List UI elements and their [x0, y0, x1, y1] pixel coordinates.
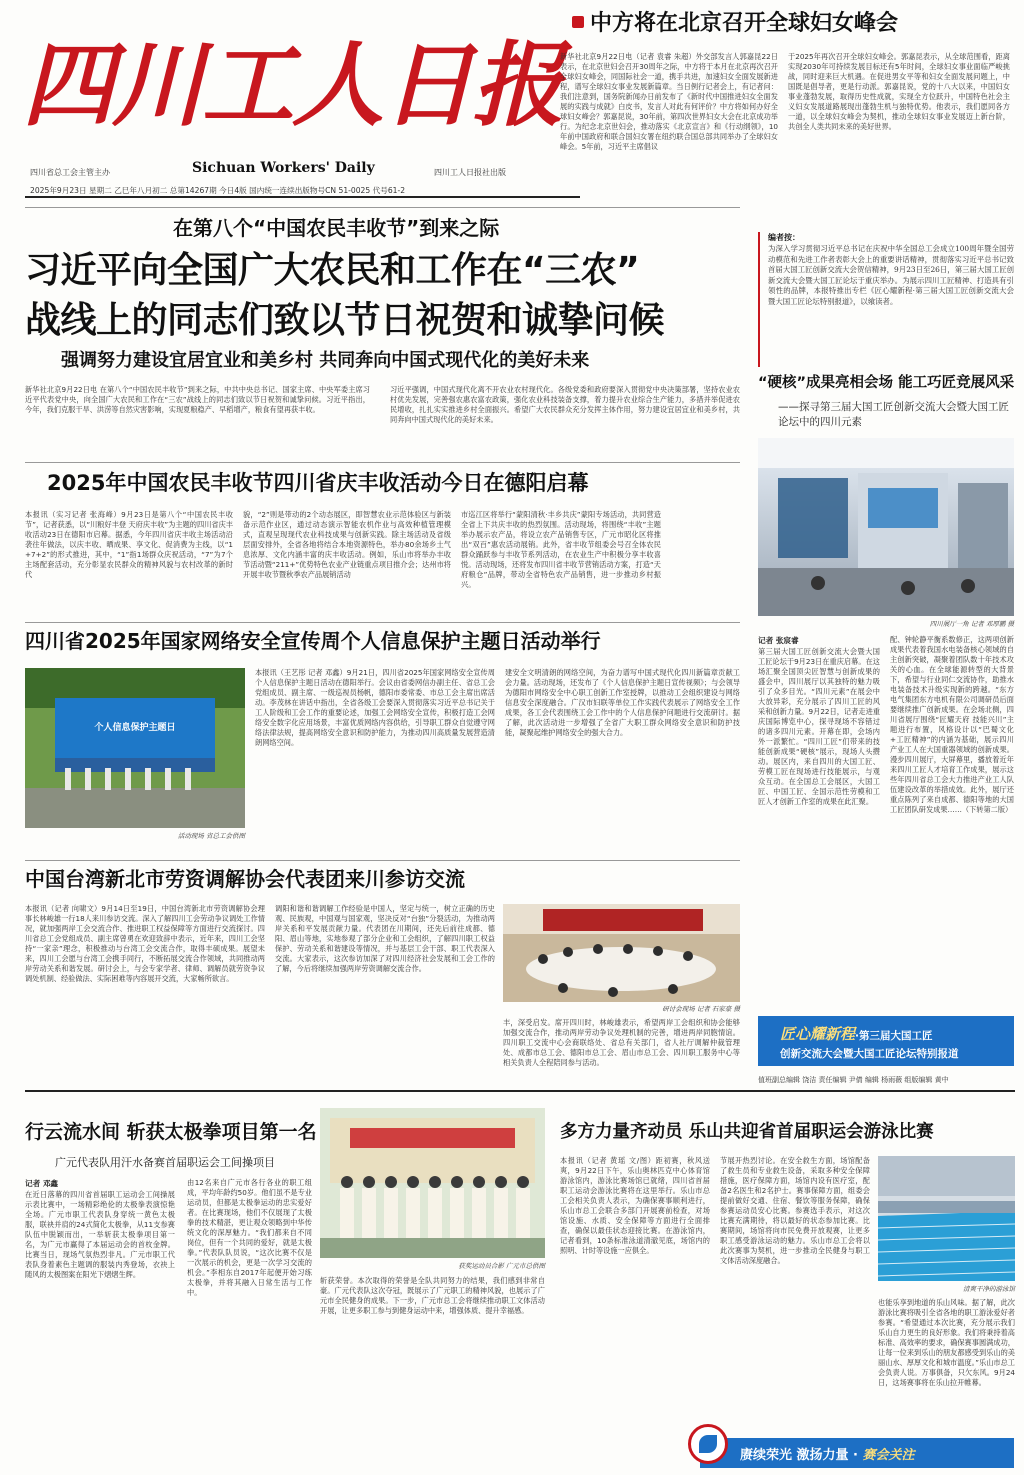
- editor-note-text: 为深入学习贯彻习近平总书记在庆祝中华全国总工会成立100周年暨全国劳动模范和先进工作者表彰大会上的重要讲话精神，贯彻落实习近平总书记致首届大国工匠创新交流大会贺信精神，9月23日至26日，第三届大国工匠创新交流大会暨大国工匠论坛于重庆举办。为展示四川工匠精神、打造具有引领性的品牌，本报特推出专栏《匠心耀新程·第三届大国工匠创新交流大会暨大国工匠论坛特别报道》，以飨读者。: [768, 244, 1014, 306]
- taiwan-divider: [25, 860, 740, 861]
- taiwan-col3: 丰，深受启发。席开四川时，林峻雄表示，希望两岸工会组织和协会能够加强交流合作，推动两岸劳动争议处理机制的完善，增进两岸同胞情谊。四川职工交流中心会商联络处、省总有关部门，省人社厅调解仲裁管理处、成都市总工会、德阳市总工会、眉山市总工会、四川职工服务中心等相关负责人全程陪同参与活动。: [503, 1018, 740, 1067]
- cyber-divider: [25, 622, 740, 623]
- top-story-col1: 新华社北京9月22日电（记者 袁睿 朱超）外交部发言人郭嘉昆22日表示，在北京世妇会召开30周年之际，中方将于本月在北京再次召开全球妇女峰会，同国际社会一道，携手共进，加速妇女全面发展新进程，谱写全球妇女事业发展新篇章。当日例行记者会上，有记者问：我们注意到，国务院新闻办日前发布了《新时代中国推进妇女全面发展的实践与成就》白皮书，发言人对此有何评价？中方将如何办好全球妇女峰会？郭嘉昆说，30年前，第四次世界妇女大会在北京成功举行。为纪念北京世妇会，推动落实《北京宣言》和《行动纲领》，10年前中国政府和联合国妇女署在纽约联合国总部共同举办了全球妇女峰会。5年前，习近平主席倡议: [560, 52, 778, 151]
- bottom-banner: [700, 1438, 1014, 1468]
- harvest-divider: [25, 462, 740, 463]
- editors-line: 值班副总编辑 饶洁 责任编辑 尹倩 编辑 杨雨薇 组版编辑 黄中: [758, 1076, 949, 1084]
- logo-swoosh-shape: [699, 1435, 717, 1453]
- masthead-divider: [25, 196, 580, 198]
- bottom-banner-text: [740, 1444, 915, 1463]
- craftsman-byline: 记者 张宸睿: [758, 636, 799, 645]
- taichi-headline: 行云流水间 斩获太极拳项目第一名: [25, 1121, 317, 1143]
- harvest-col1: 本报讯（实习记者 张海峰）9月23日是第八个“中国农民丰收节”，记者获悉，以“川粮好丰登 天府庆丰收”为主题的四川省庆丰收活动23日在德阳市启幕。据悉，今年四川省庆丰收主场活动沿袭往年做法，以庆丰收、晒成果、享文化、促消费为主线，以“1+7+2”的形式推进，其中，“1”指1场群众庆祝活动，“7”为7个主场配套活动，充分彰显农民群众的精神风貌与农村改革的新时代: [25, 510, 233, 579]
- top-story: [560, 10, 1010, 200]
- cyber-col2: 建安全文明清朗的网络空间，为奋力谱写中国式现代化四川新篇章贡献工会力量。活动现场，还发布了《个人信息保护主题日宣传视频》；与会领导为德阳市网络安全中心职工创新工作室授牌，以推动工会组织建设与网络信息安全深度融合。广汉市妇联等单位工作实践代表展示了网络安全工作成果，各工会代表围绕工会工作中的个人信息保护问题进行交流研讨。据了解，此次活动进一步增强了全省广大职工群众网络安全意识和防护技能，凝聚起维护网络安全的强大合力。: [505, 668, 740, 737]
- masthead-dateline: 2025年9月23日 星期二 乙巳年八月初二 总第14267期 今日4版 国内统一连续出版物号CN 51-0025 代号61-2: [30, 186, 406, 195]
- award-group-photo: [320, 1108, 545, 1258]
- swim-story: [560, 1098, 1015, 1438]
- exhibition-hall-image: [758, 438, 1014, 616]
- craftsman-col1: 第三届大国工匠创新交流大会暨大国工匠论坛于9月23日在重庆启幕。在这场汇聚全国顶尖匠智慧与创新成果的盛会中，四川展厅以其独特的魅力吸引了众多目光。“四川元素”在展会中大放异彩，充分展示了四川工匠的风采和创新力量。9月22日，记者走进重庆国际博览中心，探寻现场不容错过的诸多四川元素。开幕在即，会场内外一派繁忙。“四川工匠”们带来的技能创新成果“硬核”展示，现场人头攒动。展区内，来自四川的大国工匠、劳模工匠在现场进行技能展示，与观众互动。在全国总工会展区，大国工匠、中国工匠、全国示范性劳模和工匠人才创新工作室的成果在此汇聚。: [758, 647, 880, 806]
- top-story-col2: 于2025年再次召开全球妇女峰会。郭嘉昆表示，从全球范围看，距离实现2030年可持续发展目标还有5年时间，全球妇女事业面临严峻挑战，同时迎来巨大机遇。在促进男女平等和妇女全面发展问题上，中国既是倡导者，更是行动派。郭嘉昆说，党的十八大以来，中国妇女事业蓬勃发展，取得历史性成就，实现全方位跃升，中国特色社会主义妇女发展道路展现出蓬勃生机与独特优势。他表示，我们愿同各方一道，以全球妇女峰会为契机，推动全球妇女事业发展迈上新台阶，共创全人类共同未来的美好世界。: [788, 52, 1010, 131]
- banner-line2: 创新交流大会暨大国工匠论坛特别报道: [780, 1048, 959, 1060]
- taichi-story: [25, 1098, 545, 1468]
- bottom-banner-highlight: 赛会关注: [862, 1448, 915, 1463]
- editor-note-label: 编者按：: [768, 233, 800, 242]
- harvest-col3: 市巡江区将举行“蒙阳清秋·丰乡共庆”蒙阳专场活动，共同营造全省上下共庆丰收的热烈氛围。活动现场，将围绕“丰收”主题举办展示农产品，将设立农产品销售专区，广元市昭化区将推出“双百”惠农活动展销。此外，省丰收节组委会号召全体农民群众踊跃参与丰收节系列活动，在农业生产中积极分享丰收喜悦。活动现场，还将发布四川省丰收节营销活动方案，打造“天府粮仓”品牌，带动全省特色农产品销售，进一步推动乡村振兴。: [461, 510, 661, 589]
- cyber-headline: 四川省2025年国家网络安全宣传周个人信息保护主题日活动举行: [25, 629, 601, 653]
- harvest-headline: 2025年中国农民丰收节四川省庆丰收活动今日在德阳启幕: [47, 471, 589, 495]
- top-story-dot: [572, 16, 584, 28]
- cyber-photo-caption: 活动现场 省总工会供图: [177, 832, 245, 840]
- harvest-story: [25, 468, 745, 618]
- craftsman-headline: “硬核”成果亮相会场 能工巧匠竞展风采: [758, 375, 1015, 391]
- event-stage-image: [25, 668, 245, 828]
- cyber-story: [25, 626, 745, 856]
- craftsman-photo-caption: 四川展厅一角 记者 邓厚鹏 摄: [929, 620, 1014, 628]
- taichi-col3: 斩获荣誉。本次取得的荣誉是全队共同努力的结果，我们感到非常自豪。广元代表队这次夺冠，既展示了广元职工的精神风貌，也展示了广元市全民健身的成果。下一步，广元市总工会将继续推动职工文体活动开展，让更多职工参与到健身运动中来，增强体质、提升幸福感。: [320, 1276, 545, 1315]
- editor-note: [758, 232, 1014, 367]
- taichi-photo-caption: 获奖运动员合影 广元市总供图: [458, 1262, 545, 1270]
- harvest-col2: 貌，“2”则是带动的2个动态展区，即智慧农业示范体验区与新装备示范作业区，通过动态演示智能农机作业与高效种植管理模式，直观呈现现代农业科技成果与创新实践。除主场活动及省级层面安排外，全省各地将结合本地资源特色，举办80余场乡土气息浓厚、文化内涵丰富的庆丰收活动。例如，乐山市将举办丰收节活动暨“211+”优势特色农业产业链重点项目推介会；达州市将开展丰收节暨秋季农产品展销活动: [243, 510, 451, 579]
- taiwan-photo: [503, 904, 740, 1002]
- taiwan-col1: 本报讯（记者 向啸文）9月14日至19日，中国台湾新北市劳资调解协会理事长林峻雄一行18人来川参访交流。深入了解四川工会劳动争议调处工作情况，就加强两岸工会交流合作、推进职工权益保障等方面进行交流探讨。四川省总工会党组成员、副主席曾勇在欢迎致辞中表示，近年来，四川工会坚持“一家亲”理念，积极推动与台湾工会交流合作，取得丰硕成果。展望未来，四川工会愿与台湾工会携手同行，不断拓展交流合作领域，共同推动两岸劳动关系和谐发展。研讨会上，与会专家学者、律师、调解员就劳资争议调处机制、经验做法、实际困难等内容展开交流，大家畅所欲言。: [25, 904, 265, 983]
- swim-photo: [878, 1156, 1015, 1281]
- feature-subhead: 强调努力建设宜居宜业和美乡村 共同奔向中国式现代化的美好未来: [61, 350, 590, 371]
- swim-col2: 节展开热烈讨论。在安全救生方面，场馆配备了救生员和专业救生设备，采取多种安全保障措施，医疗保障方面，场馆内设有医疗室，配备2名医生和2名护士。赛事保障方面，组委会提前做好交通、住宿、餐饮等服务保障，确保参赛运动员安心比赛。参赛选手表示，对这次比赛充满期待，将以最好的状态参加比赛。比赛期间，场馆将向市民免费开放观赛，让更多职工感受游泳运动的魅力。乐山市总工会将以此次赛事为契机，进一步推动全民健身与职工文体活动深度融合。: [720, 1156, 870, 1265]
- masthead-title-en: Sichuan Workers' Daily: [192, 160, 375, 176]
- taiwan-headline: 中国台湾新北市劳资调解协会代表团来川参访交流: [25, 867, 465, 891]
- feature-kicker: 在第八个“中国农民丰收节”到来之际: [173, 216, 500, 240]
- banner-title-rest: ·第三届大国工匠: [855, 1030, 933, 1042]
- masthead-publisher: 四川工人日报社出版: [434, 168, 506, 177]
- taiwan-story: [25, 864, 745, 1067]
- masthead: [22, 20, 582, 200]
- cyber-col1: 本报讯（王艺彤 记者 邓鑫）9月21日，四川省2025年国家网络安全宣传周个人信息保护主题日活动在德阳举行。会议由省委网信办副主任、省总工会党组成员、副主席、一级巡视员杨帆，德阳市委常委、市总工会主席出席活动。李茂林在讲话中指出，全省各级工会要深入贯彻落实习近平总书记关于工人阶级和工会工作的重要论述，加强工会网络安全宣传，积极打造工会网络安全数字化应用场景，丰富优质网络内容供给，引导职工群众自觉遵守网络法律法规，提高网络安全意识和防护能力，为推动四川高质量发展营造清朗网络空间。: [255, 668, 495, 747]
- taichi-photo: [320, 1108, 545, 1258]
- cyber-photo: [25, 668, 245, 828]
- swim-headline: 多方力量齐动员 乐山共迎省首届职运会游泳比赛: [560, 1122, 934, 1142]
- swim-photo-caption: 清爽干净的游泳馆: [963, 1285, 1015, 1293]
- craftsman-col2: 配、钟轮静平衡系数修正，这两项创新成果代表着我国水电装备核心领域的自主创新突破，凝聚着团队数十年技术攻关的心血。在全球能源转型的大背景下，希望与行业同仁交流协作，助推水电装备技术升级实现新的跨越。“东方电气集团东方电机有限公司调研员后面要继续推广创新成果。在会场北侧，四川省展厅围绕“匠耀天府 技能兴川”主题进行布置，风格设计以“巴蜀文化+工匠精神”的内涵为基础，展示四川产业工人在大国重器领域的创新成果。漫步四川展厅，大屏幕里，播放着近年来四川工匠人才培育工作成果，展示这些年四川省总工会大力推进产业工人队伍建设改革的举措成效。此外，展厅还重点陈列了来自成都、德阳等地的大国工匠团队研发成果……（下转第二版）: [890, 635, 1014, 814]
- games-logo-icon: [688, 1424, 728, 1464]
- taichi-subhead: 广元代表队用汗水备赛首届职运会工间操项目: [55, 1156, 275, 1169]
- taiwan-photo-caption: 研讨会现场 记者 石家豪 摄: [662, 1005, 740, 1013]
- banner-title-script: 匠心耀新程: [780, 1025, 856, 1043]
- craftsman-feature: [758, 372, 1014, 1012]
- feature-col1: 新华社北京9月22日电 在第八个“中国农民丰收节”到来之际，中共中央总书记、国家主席、中央军委主席习近平代表党中央，向全国广大农民和工作在“三农”战线上的同志们致以节日祝贺和诚挚问候。习近平指出，今年，我们克服干旱、洪涝等自然灾害影响，实现夏粮稳产、早稻增产，粮食有望再获丰收。: [25, 385, 370, 414]
- banner-title: [780, 1023, 933, 1044]
- feature-headline-line1: 习近平向全国广大农民和工作在“三农”: [25, 250, 640, 291]
- newspaper-logo: 四川工人日报: [22, 31, 563, 139]
- craftsman-subhead: ——探寻第三届大国工匠创新交流大会暨大国工匠论坛中的四川元素: [778, 401, 1009, 428]
- swim-col1: 本报讯（记者 黄瑶 文/图）距初赛，秋风送爽，9月22日下午，乐山奥林匹克中心体育馆游泳馆内，游泳比赛场馆已就绪，四川省首届职工运动会游泳比赛将在这里举行。乐山市总工会相关负责人表示，为确保赛事顺利进行，乐山市总工会联合多部门开展赛前检查，对场馆设施、水质、安全保障等方面进行全面排查，确保以最佳状态迎接比赛。在游泳馆内，记者看到，10条标准泳道清澈见底，场馆内的照明、计时等设施一应俱全。: [560, 1156, 710, 1255]
- taiwan-col2: 调阳和谐和谐调解工作经验是中国人，坚定与统一，树立正确的历史观、民族观，中国观与国家观，坚决反对“台独”分裂活动，为推动两岸关系和平发展贡献力量。代表团在川期间，还先后前往成都、德阳、眉山等地，实地参观了部分企业和工会组织，了解四川职工权益保护、劳动关系和谐建设等情况，并与基层工会干部、职工代表深入交流。大家表示，这次参访加深了对四川经济社会发展和工会工作的了解，今后将继续加强两岸劳资调解交流合作。: [275, 904, 495, 973]
- taichi-col2: 由12名来自广元市各行各业的职工组成，平均年龄约50岁。他们虽不是专业运动员，但都是太极拳运动的忠实爱好者。在比赛现场，他们不仅展现了太极拳的技术精湛，更让观众领略到中华传统文化的深厚魅力。“我们都来自不同岗位，但有一个共同的爱好，就是太极拳。”代表队队员说，“这次比赛不仅是一次展示的机会，更是一次学习交流的机会。”李相东自2017年起便开始习练太极拳，并将其融入日常生活与工作中。: [187, 1178, 312, 1297]
- feature-headline-line2: 战线上的同志们致以节日祝贺和诚挚问候: [25, 300, 665, 341]
- swimming-pool-image: [878, 1156, 1015, 1281]
- swim-col3: 也能乐享到地道的乐山风味。据了解，此次游泳比赛将吸引全省各地的职工游泳爱好者参赛。“希望通过本次比赛，充分展示我们乐山自力更生的良好形象。我们将秉持着高标准、高效率的要求，确保赛事圆满成功，让每一位来到乐山的朋友都感受到乐山的美丽山水、厚厚文化和城市温度。”乐山市总工会负责人说。万事俱备，只欠东风。9月24日，这场赛事将在乐山拉开帷幕。: [878, 1298, 1015, 1387]
- bottom-banner-main: 赓续荣光 激扬力量 ·: [740, 1448, 863, 1463]
- special-report-banner: [758, 1016, 1014, 1066]
- taichi-byline: 记者 邓鑫: [25, 1179, 59, 1188]
- feature-divider-top: [25, 207, 740, 208]
- lower-section-divider: [25, 1090, 1015, 1092]
- seminar-image: [503, 904, 740, 1002]
- craftsman-photo: [758, 438, 1014, 616]
- masthead-sponsor: 四川省总工会主管主办: [30, 168, 110, 177]
- cyber-photo-banner: 个人信息保护主题日: [94, 723, 176, 733]
- taichi-col1: 在近日落幕的四川省首届职工运动会工间操展示表比赛中，一场精彩绝伦的太极拳表演惊艳全场。广元市职工代表队身穿统一黄色太极服，联袂并肩的24式简化太极拳，从11支参赛队伍中脱颖而出，一举斩获太极拳项目第一名，为广元市赢得了本届运动会的首枚金牌。比赛当日，现场气氛热烈非凡。广元市职工代表队身着素色主题调的服装内秀登场，衣袂上随风的太极图案在阳光下熠熠生辉。: [25, 1190, 175, 1279]
- top-story-headline: 中方将在北京召开全球妇女峰会: [590, 11, 899, 36]
- feature-col2: 习近平强调，中国式现代化离不开农业农村现代化。各级党委和政府要深入贯彻党中央决策部署，坚持农业农村优先发展，完善强农惠农富农政策，强化农业科技装备支撑，着力提升农业综合生产能力，多措并举促进农民增收，扎扎实实推进乡村全面振兴。希望广大农民群众充分发挥主体作用，努力建设宜居宜业和美乡村，共同奔向中国式现代化的美好未来。: [390, 385, 740, 424]
- feature-main: [25, 215, 745, 455]
